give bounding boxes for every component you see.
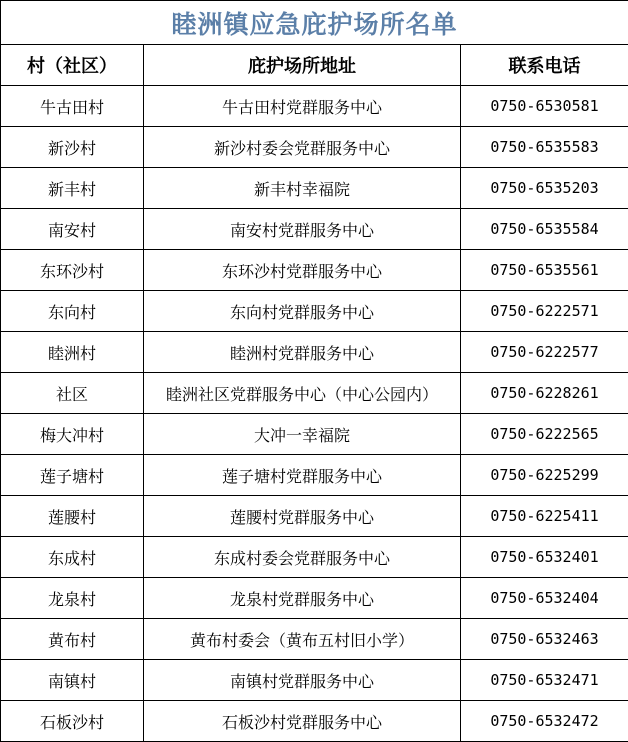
address-cell: 睦洲村党群服务中心 [144, 332, 461, 373]
table-row [1, 537, 628, 578]
phone-cell: 0750-6532401 [461, 537, 628, 578]
village-cell: 睦洲村 [1, 332, 144, 373]
phone-cell: 0750-6222565 [461, 414, 628, 455]
address-cell: 睦洲社区党群服务中心（中心公园内） [144, 373, 461, 414]
table-row [1, 209, 628, 250]
village-cell: 东成村 [1, 537, 144, 578]
village-cell: 牛古田村 [1, 86, 144, 127]
village-cell: 东向村 [1, 291, 144, 332]
village-cell: 东环沙村 [1, 250, 144, 291]
phone-cell: 0750-6532463 [461, 619, 628, 660]
column-header-village: 村（社区） [1, 45, 144, 86]
address-cell: 莲腰村党群服务中心 [144, 496, 461, 537]
address-cell: 东成村委会党群服务中心 [144, 537, 461, 578]
page-title: 睦洲镇应急庇护场所名单 [1, 1, 628, 45]
table-row [1, 660, 628, 701]
phone-cell: 0750-6225299 [461, 455, 628, 496]
address-cell: 东向村党群服务中心 [144, 291, 461, 332]
table-row [1, 701, 628, 742]
phone-cell: 0750-6535584 [461, 209, 628, 250]
table-row [1, 414, 628, 455]
table-row [1, 86, 628, 127]
table-row [1, 619, 628, 660]
village-cell: 黄布村 [1, 619, 144, 660]
village-cell: 石板沙村 [1, 701, 144, 742]
address-cell: 牛古田村党群服务中心 [144, 86, 461, 127]
phone-cell: 0750-6535583 [461, 127, 628, 168]
address-cell: 大冲一幸福院 [144, 414, 461, 455]
address-cell: 新丰村幸福院 [144, 168, 461, 209]
address-cell: 莲子塘村党群服务中心 [144, 455, 461, 496]
column-header-address: 庇护场所地址 [144, 45, 461, 86]
table-row [1, 455, 628, 496]
village-cell: 新沙村 [1, 127, 144, 168]
phone-cell: 0750-6532471 [461, 660, 628, 701]
village-cell: 南安村 [1, 209, 144, 250]
header-row [1, 45, 628, 86]
village-cell: 龙泉村 [1, 578, 144, 619]
table-row [1, 496, 628, 537]
title-row [1, 1, 628, 45]
table-row [1, 127, 628, 168]
address-cell: 石板沙村党群服务中心 [144, 701, 461, 742]
phone-cell: 0750-6532472 [461, 701, 628, 742]
address-cell: 龙泉村党群服务中心 [144, 578, 461, 619]
phone-cell: 0750-6222571 [461, 291, 628, 332]
column-header-phone: 联系电话 [461, 45, 628, 86]
village-cell: 莲腰村 [1, 496, 144, 537]
address-cell: 黄布村委会（黄布五村旧小学） [144, 619, 461, 660]
village-cell: 梅大冲村 [1, 414, 144, 455]
village-cell: 南镇村 [1, 660, 144, 701]
table-row [1, 291, 628, 332]
table-row [1, 578, 628, 619]
village-cell: 社区 [1, 373, 144, 414]
phone-cell: 0750-6222577 [461, 332, 628, 373]
table-row [1, 168, 628, 209]
address-cell: 南安村党群服务中心 [144, 209, 461, 250]
address-cell: 南镇村党群服务中心 [144, 660, 461, 701]
table-row [1, 250, 628, 291]
phone-cell: 0750-6532404 [461, 578, 628, 619]
address-cell: 东环沙村党群服务中心 [144, 250, 461, 291]
village-cell: 新丰村 [1, 168, 144, 209]
table-row [1, 373, 628, 414]
phone-cell: 0750-6225411 [461, 496, 628, 537]
phone-cell: 0750-6228261 [461, 373, 628, 414]
phone-cell: 0750-6530581 [461, 86, 628, 127]
village-cell: 莲子塘村 [1, 455, 144, 496]
table-row [1, 332, 628, 373]
phone-cell: 0750-6535561 [461, 250, 628, 291]
phone-cell: 0750-6535203 [461, 168, 628, 209]
address-cell: 新沙村委会党群服务中心 [144, 127, 461, 168]
